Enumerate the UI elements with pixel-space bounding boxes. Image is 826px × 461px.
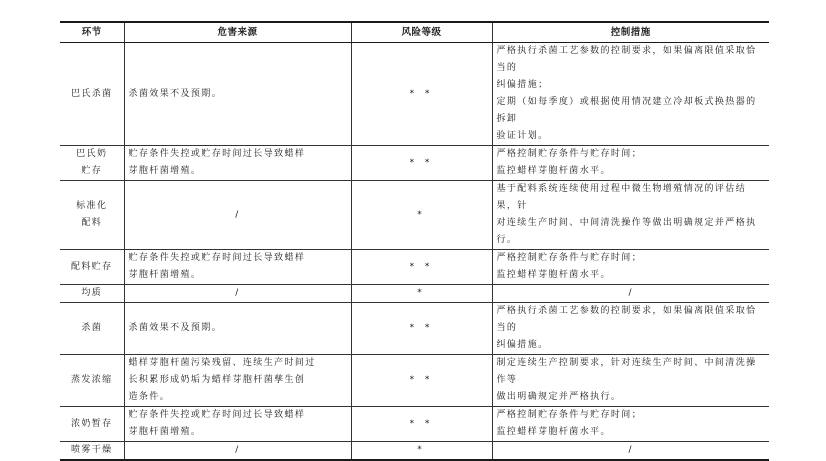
control-cell-line: 对连续生产时间、中间清洗操作等做出明确规定并严格执行。	[496, 218, 757, 245]
stage-cell	[60, 303, 124, 355]
table-row	[60, 146, 769, 181]
hazard-cell-line: 蜡样芽胞杆菌污染残留、连续生产时间过	[128, 358, 316, 368]
hazard-cell-line: 贮存条件失控或贮存时间过长导致蜡样	[128, 410, 306, 420]
stage-cell-line: 巴氏奶	[76, 149, 108, 159]
hazard-cell	[124, 250, 351, 285]
risk-level-cell: *	[351, 442, 492, 461]
stage-cell	[60, 181, 124, 250]
hazard-cell-line: 贮存条件失控或贮存时间过长导致蜡样	[128, 149, 306, 159]
hazard-cell	[124, 43, 351, 146]
hazard-cell	[124, 407, 351, 442]
control-cell-line: 监控蜡样芽胞杆菌水平。	[496, 270, 611, 280]
hazard-cell-line: 贮存条件失控或贮存时间过长导致蜡样	[128, 253, 306, 263]
control-cell-line: 基于配料系统连续使用过程中微生物增殖情况的评估结果，针	[496, 184, 747, 211]
hazard-cell-line: 杀菌效果不及预期。	[128, 323, 223, 333]
stage-cell-line: 喷雾干燥	[70, 445, 113, 455]
table-row	[60, 442, 769, 461]
table-row	[60, 407, 769, 442]
table-row	[60, 303, 769, 355]
stage-cell-line: 蒸发浓缩	[70, 375, 113, 385]
control-cell-line: 纠偏措施。	[496, 340, 549, 350]
hazard-cell	[124, 285, 351, 303]
stage-cell-line: 配料	[81, 218, 103, 228]
control-cell	[492, 442, 769, 461]
control-cell-line: 验证计划。	[496, 131, 549, 141]
hazard-cell	[124, 303, 351, 355]
risk-level-cell: * *	[351, 146, 492, 181]
control-cell-line: 严格控制贮存条件与贮存时间；	[496, 410, 643, 420]
risk-level-cell: * *	[351, 250, 492, 285]
control-cell	[492, 285, 769, 303]
control-cell	[492, 250, 769, 285]
hazard-cell-line: 长积累形成奶垢为蜡样芽胞杆菌孳生创	[128, 375, 306, 385]
table-row	[60, 250, 769, 285]
hazard-cell-line: /	[235, 288, 240, 298]
control-cell	[492, 355, 769, 407]
stage-cell	[60, 407, 124, 442]
control-cell	[492, 303, 769, 355]
hazard-cell-line: 芽胞杆菌增殖。	[128, 427, 202, 437]
table-row	[60, 285, 769, 303]
stage-cell-line: 配料贮存	[70, 261, 113, 272]
table-body	[60, 43, 769, 461]
stage-cell-line: 贮存	[81, 166, 103, 176]
hazard-cell-line: 造条件。	[128, 392, 171, 402]
control-cell	[492, 181, 769, 250]
control-cell-line: 严格执行杀菌工艺参数的控制要求，如果偏离限值采取恰当的	[496, 306, 757, 333]
header-hazard: 危害来源	[124, 22, 351, 43]
hazard-cell	[124, 442, 351, 461]
header-control-measures: 控制措施	[492, 22, 769, 43]
stage-cell-line: 杀菌	[81, 323, 103, 333]
stage-cell-line: 均质	[81, 288, 103, 298]
hazard-cell-line: /	[235, 209, 240, 220]
table-row	[60, 355, 769, 407]
table-row	[60, 181, 769, 250]
stage-cell-line: 巴氏杀菌	[70, 88, 113, 99]
control-cell-line: 制定连续生产控制要求，针对连续生产时间、中间清洗操作等	[496, 358, 757, 385]
risk-level-cell: * *	[351, 355, 492, 407]
risk-level-cell: *	[351, 285, 492, 303]
hazard-cell-line: 芽胞杆菌增殖。	[128, 270, 202, 280]
control-cell-line: /	[628, 445, 633, 455]
header-stage: 环节	[60, 22, 124, 43]
control-cell-line: 定期（如每季度）或根据使用情况建立冷却板式换热器的拆卸	[496, 97, 757, 124]
control-cell	[492, 43, 769, 146]
hazard-cell-line: 芽胞杆菌增殖。	[128, 166, 202, 176]
risk-control-table	[60, 21, 769, 461]
stage-cell	[60, 442, 124, 461]
control-cell-line: 监控蜡样芽胞杆菌水平。	[496, 166, 611, 176]
control-cell-line: 纠偏措施；	[496, 80, 549, 90]
control-cell-line: 做出明确规定并严格执行。	[496, 392, 622, 402]
hazard-cell-line: 杀菌效果不及预期。	[128, 88, 223, 99]
stage-cell	[60, 250, 124, 285]
control-cell-line: 监控蜡样芽胞杆菌水平。	[496, 427, 611, 437]
stage-cell-line: 标准化	[76, 201, 108, 211]
control-cell-line: 严格执行杀菌工艺参数的控制要求，如果偏离限值采取恰当的	[496, 46, 757, 73]
table-header-row	[60, 22, 769, 43]
risk-level-cell: * *	[351, 43, 492, 146]
hazard-cell-line: /	[235, 445, 240, 455]
stage-cell	[60, 355, 124, 407]
control-cell	[492, 407, 769, 442]
risk-level-cell: *	[351, 181, 492, 250]
stage-cell-line: 浓奶暂存	[70, 418, 113, 429]
header-risk-level: 风险等级	[351, 22, 492, 43]
control-cell-line: 严格控制贮存条件与贮存时间；	[496, 149, 643, 159]
control-cell	[492, 146, 769, 181]
control-cell-line: /	[628, 288, 633, 298]
risk-level-cell: * *	[351, 303, 492, 355]
stage-cell	[60, 43, 124, 146]
stage-cell	[60, 146, 124, 181]
risk-level-cell: * *	[351, 407, 492, 442]
table-row	[60, 43, 769, 146]
hazard-cell	[124, 355, 351, 407]
hazard-cell	[124, 146, 351, 181]
control-cell-line: 严格控制贮存条件与贮存时间；	[496, 253, 643, 263]
hazard-cell	[124, 181, 351, 250]
stage-cell	[60, 285, 124, 303]
